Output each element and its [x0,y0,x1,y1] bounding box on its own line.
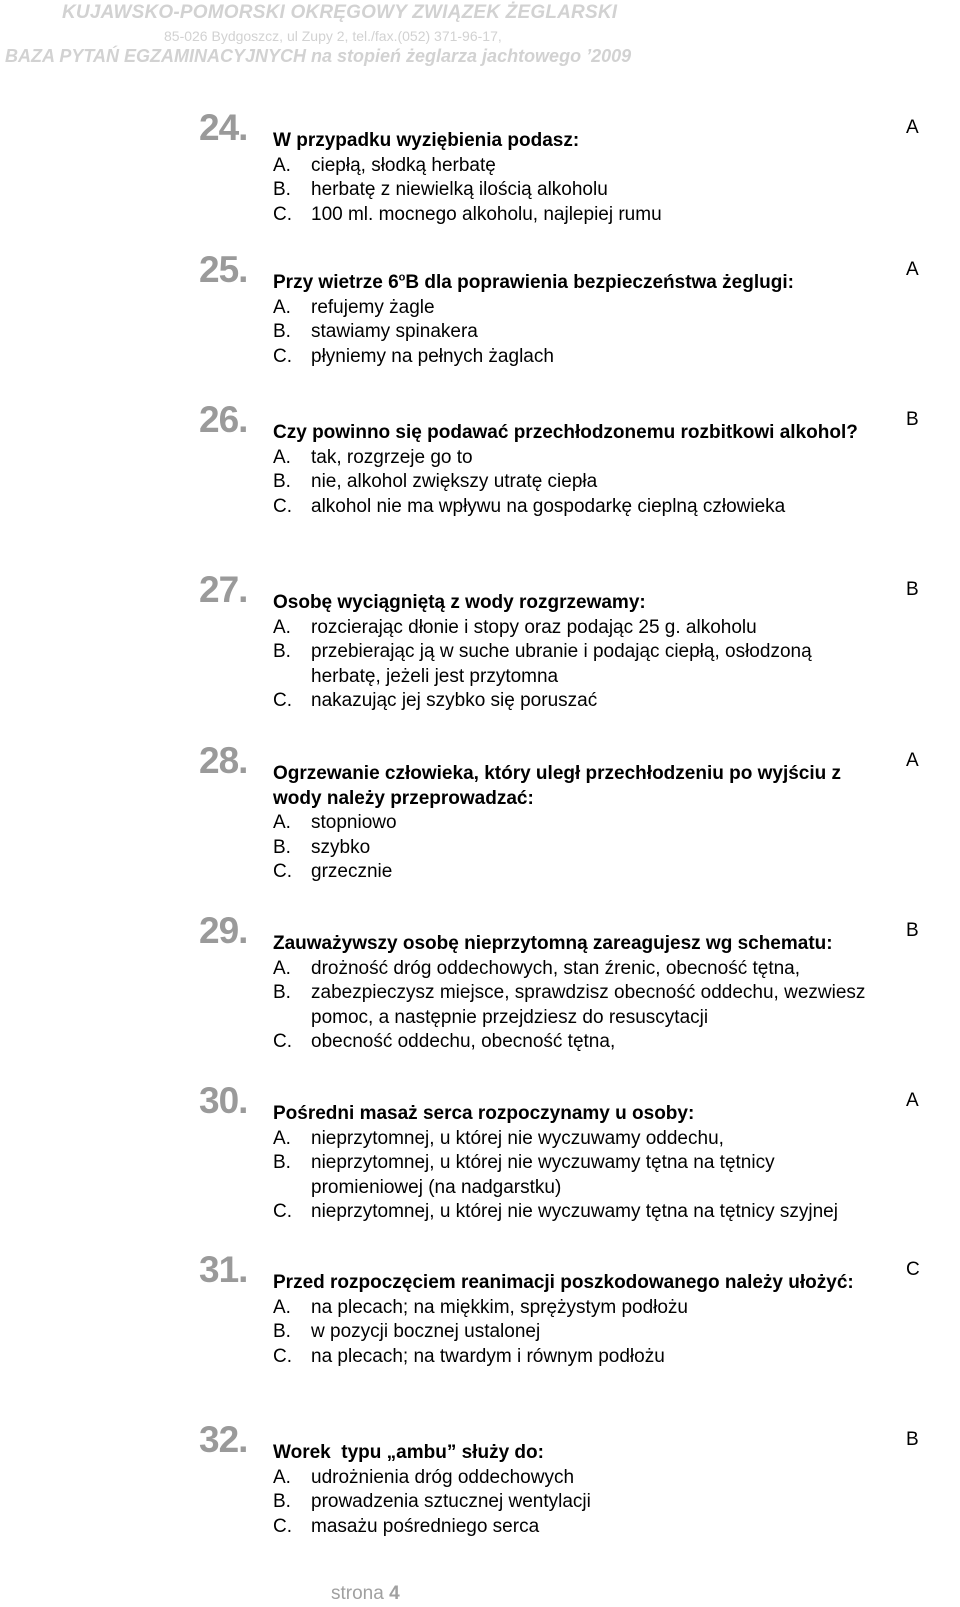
question-text [273,271,883,296]
question-body [273,932,883,1055]
option-c [273,203,883,228]
option-b [273,1490,883,1515]
option-text: tak, rozgrzeje go to [311,446,473,468]
option-letter: B. [273,321,291,343]
option-text: stopniowo [311,812,397,834]
question-number: 32. [199,1419,248,1460]
option-letter: A. [273,812,291,834]
question-body [273,591,883,714]
option-a [273,296,883,321]
degree-superscript: o [398,271,406,284]
option-text: płyniemy na pełnych żaglach [311,345,554,367]
option-text: refujemy żagle [311,296,435,318]
option-text: masażu pośredniego serca [311,1515,540,1537]
option-letter: C. [273,203,292,225]
option-text: alkohol nie ma wpływu na gospodarkę cieplną człowieka [311,495,786,517]
option-letter: A. [273,1296,291,1318]
question-body [273,762,883,885]
question-text: W przypadku wyziębienia podasz: [273,130,580,151]
option-letter: B. [273,836,291,858]
option-c [273,1030,883,1055]
answer-key: B [906,1429,919,1450]
option-letter: A. [273,154,291,176]
option-a [273,154,883,179]
page-footer [331,1583,400,1605]
question-number: 30. [199,1080,248,1121]
option-a [273,1466,883,1491]
option-letter: C. [273,690,292,712]
option-letter: A. [273,296,291,318]
option-letter: C. [273,495,292,517]
question-text: Pośredni masaż serca rozpoczynamy u osoby: [273,1103,695,1124]
option-letter: B. [273,1491,291,1513]
option-c [273,345,883,370]
option-c [273,1200,883,1225]
question-body [273,421,883,519]
question-text-part: Przy wietrze 6 [273,272,399,293]
option-b [273,320,883,345]
option-a [273,446,883,471]
option-text: herbatę z niewielką ilością alkoholu [311,179,608,201]
option-a [273,957,883,982]
option-b [273,1151,883,1200]
question-text: Zauważywszy osobę nieprzytomną zareagujesz wg schematu: [273,933,833,954]
option-text: na plecach; na miękkim, sprężystym podłożu [311,1296,688,1318]
question-number: 25. [199,249,248,290]
option-text: udrożnienia dróg oddechowych [311,1466,575,1488]
option-text: na plecach; na twardym i równym podłożu [311,1345,665,1367]
option-a [273,616,883,641]
question-text: Osobę wyciągniętą z wody rozgrzewamy: [273,592,646,613]
option-c [273,1345,883,1370]
answer-key: A [906,750,919,771]
answer-key: B [906,920,919,941]
option-b [273,981,883,1030]
option-c [273,1515,883,1540]
question-number: 28. [199,740,248,781]
option-text: prowadzenia sztucznej wentylacji [311,1491,591,1513]
option-b [273,1320,883,1345]
answer-key: A [906,117,919,138]
option-text: nakazując jej szybko się poruszać [311,690,598,712]
question-text: Przed rozpoczęciem reanimacji poszkodowanego należy ułożyć: [273,1272,854,1293]
option-letter: C. [273,1515,292,1537]
option-text: nieprzytomnej, u której nie wyczuwamy oddechu, [311,1127,724,1149]
option-letter: C. [273,861,292,883]
option-a [273,811,883,836]
option-text: nieprzytomnej, u której nie wyczuwamy tętna na tętnicy szyjnej [311,1201,838,1223]
option-letter: B. [273,1152,291,1174]
answer-key: A [906,259,919,280]
option-letter: A. [273,1127,291,1149]
question-number: 26. [199,399,248,440]
page-number: 4 [389,1583,400,1604]
option-b [273,470,883,495]
question-number: 27. [199,569,248,610]
option-letter: C. [273,345,292,367]
option-text: drożność dróg oddechowych, stan źrenic, obecność tętna, [311,957,801,979]
question-body [273,1102,883,1225]
header-org: KUJAWSKO-POMORSKI OKRĘGOWY ZWIĄZEK ŻEGLARSKI [62,2,618,23]
option-text: w pozycji bocznej ustalonej [311,1321,541,1343]
option-letter: A. [273,446,291,468]
option-letter: C. [273,1345,292,1367]
option-letter: B. [273,179,291,201]
question-body [273,1271,883,1369]
option-letter: A. [273,957,291,979]
header-title: BAZA PYTAŃ EGZAMINACYJNYCH na stopień żeglarza jachtowego ’2009 [5,46,632,66]
option-c [273,860,883,885]
answer-key: A [906,1090,919,1111]
option-b [273,836,883,861]
option-text: nieprzytomnej, u której nie wyczuwamy tętna na tętnicy promieniowej (na nadgarstku) [311,1152,775,1198]
question-text: Worek typu „ambu” służy do: [273,1442,544,1463]
question-text: Ogrzewanie człowieka, który uległ przechłodzeniu po wyjściu z wody należy przeprowadzać: [273,763,842,809]
option-letter: B. [273,982,291,1004]
option-b [273,178,883,203]
option-text: obecność oddechu, obecność tętna, [311,1031,616,1053]
question-text: Czy powinno się podawać przechłodzonemu rozbitkowi alkohol? [273,422,858,443]
option-c [273,689,883,714]
option-letter: B. [273,1321,291,1343]
option-letter: C. [273,1031,292,1053]
option-text: nie, alkohol zwiększy utratę ciepła [311,471,598,493]
answer-key: B [906,579,919,600]
option-text: przebierając ją w suche ubranie i podając ciepłą, osłodzoną herbatę, jeżeli jest przytomna [311,641,812,687]
question-body [273,129,883,227]
option-b [273,640,883,689]
option-text: zabezpieczysz miejsce, sprawdzisz obecność oddechu, wezwiesz pomoc, a następnie przejdziesz do resuscytacji [311,982,866,1028]
option-c [273,495,883,520]
question-number: 29. [199,910,248,951]
question-body [273,271,883,369]
option-letter: C. [273,1201,292,1223]
question-number: 24. [199,107,248,148]
header-address: 85-026 Bydgoszcz, ul Zupy 2, tel./fax.(052) 371-96-17, [164,28,502,44]
option-a [273,1296,883,1321]
option-text: stawiamy spinakera [311,321,478,343]
question-number: 31. [199,1249,248,1290]
option-text: rozcierając dłonie i stopy oraz podając 25 g. alkoholu [311,616,757,638]
option-letter: B. [273,641,291,663]
answer-key: B [906,409,919,430]
answer-key: C [906,1259,920,1280]
option-letter: B. [273,471,291,493]
option-text: 100 ml. mocnego alkoholu, najlepiej rumu [311,203,662,225]
option-letter: A. [273,616,291,638]
page-label: strona [331,1583,384,1604]
question-text-part: B dla poprawienia bezpieczeństwa żeglugi: [405,272,794,293]
option-text: ciepłą, słodką herbatę [311,154,496,176]
question-body [273,1441,883,1539]
option-a [273,1127,883,1152]
option-text: szybko [311,836,371,858]
option-letter: A. [273,1466,291,1488]
option-text: grzecznie [311,861,393,883]
